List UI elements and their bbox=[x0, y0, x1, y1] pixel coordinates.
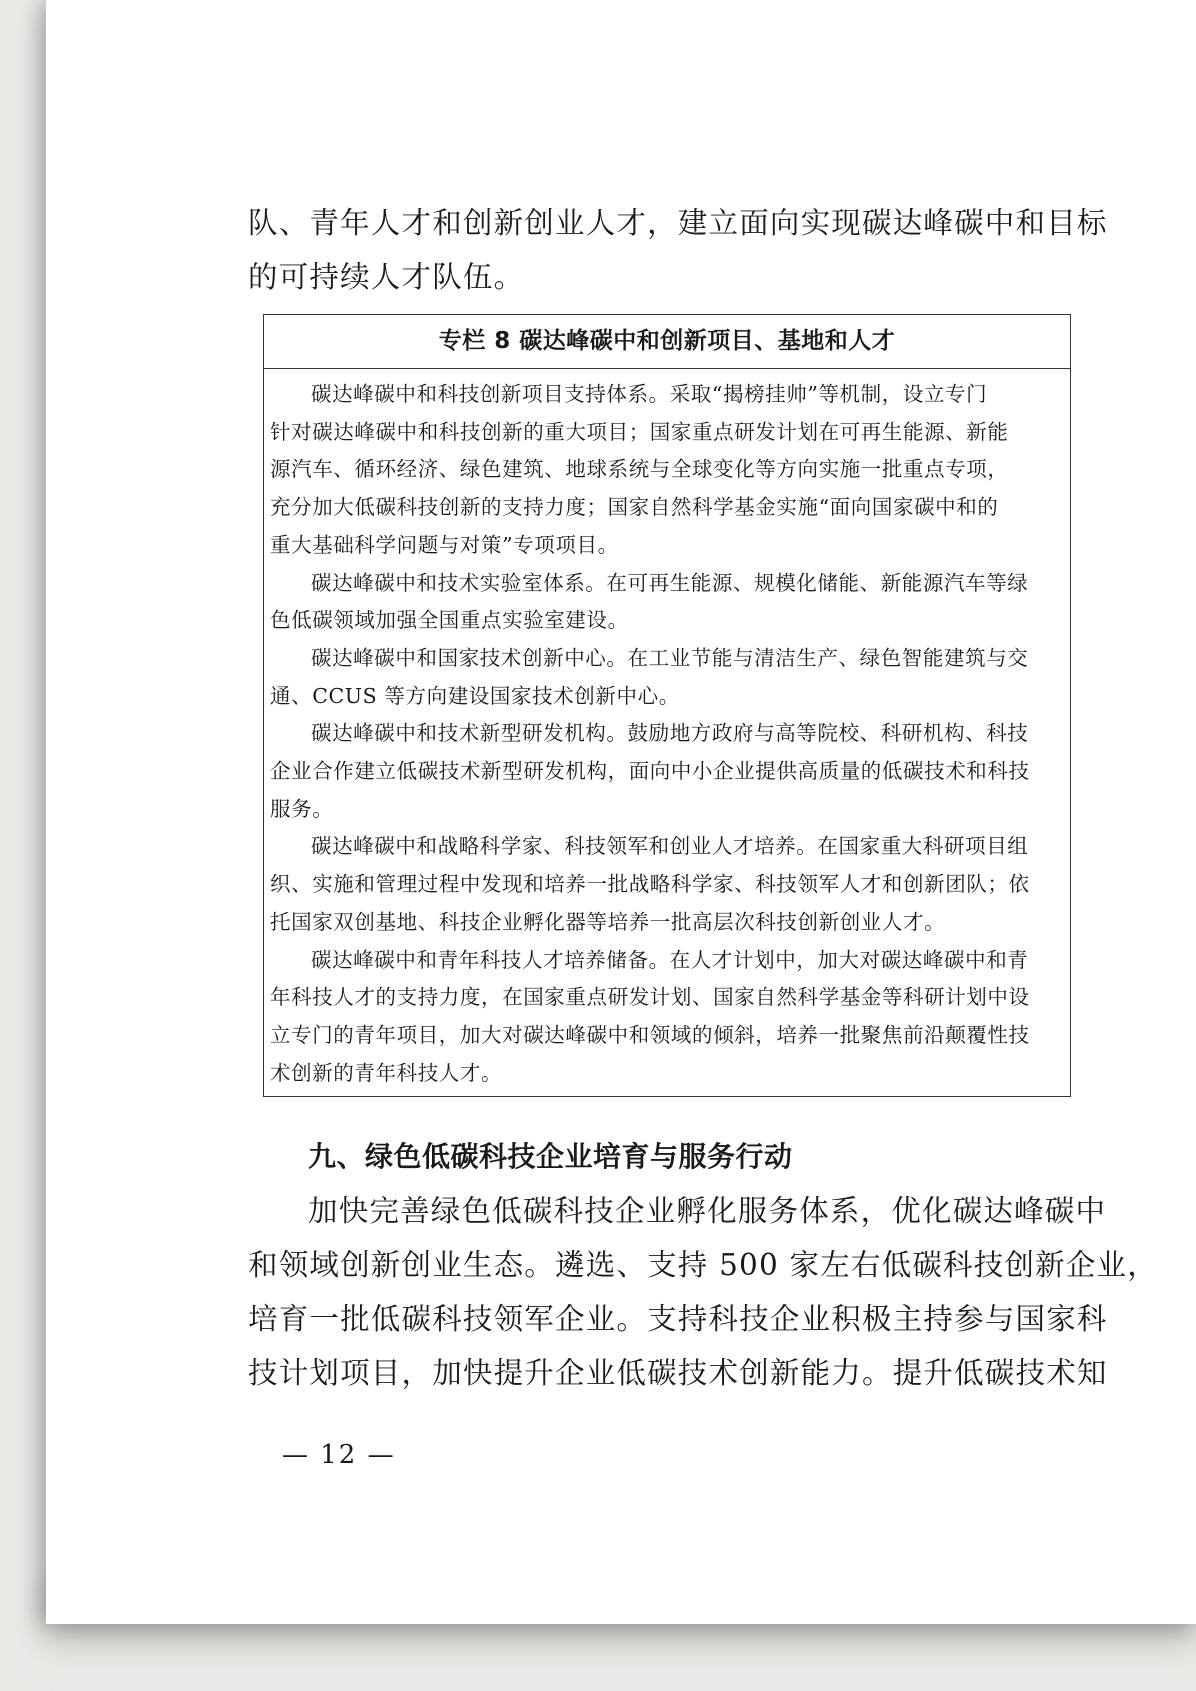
column-box-title: 专栏 8 碳达峰碳中和创新项目、基地和人才 bbox=[264, 315, 1070, 369]
box-line: 织、实施和管理过程中发现和培养一批战略科学家、科技领军人才和创新团队；依 bbox=[270, 872, 1030, 897]
box-line: 托国家双创基地、科技企业孵化器等培养一批高层次科技创新创业人才。 bbox=[270, 909, 946, 934]
column-box bbox=[263, 314, 1071, 1097]
box-line: 术创新的青年科技人才。 bbox=[270, 1060, 503, 1085]
section-line: 和领域创新创业生态。遴选、支持 500 家左右低碳科技创新企业， bbox=[248, 1248, 1158, 1282]
box-line: 针对碳达峰碳中和科技创新的重大项目；国家重点研发计划在可再生能源、新能 bbox=[270, 419, 1009, 444]
document-page bbox=[46, 0, 1196, 1624]
section-line: 技计划项目，加快提升企业低碳技术创新能力。提升低碳技术知 bbox=[248, 1356, 1108, 1390]
column-box-content bbox=[264, 369, 1070, 1092]
box-line: 碳达峰碳中和国家技术创新中心。在工业节能与清洁生产、绿色智能建筑与交 bbox=[311, 645, 1029, 670]
section-line: 加快完善绿色低碳科技企业孵化服务体系，优化碳达峰碳中 bbox=[308, 1194, 1107, 1228]
box-line: 碳达峰碳中和科技创新项目支持体系。采取“揭榜挂帅”等机制，设立专门 bbox=[311, 382, 988, 406]
box-line: 立专门的青年项目，加大对碳达峰碳中和领域的倾斜，培养一批聚焦前沿颠覆性技 bbox=[270, 1022, 1030, 1047]
box-line: 碳达峰碳中和技术新型研发机构。鼓励地方政府与高等院校、科研机构、科技 bbox=[311, 721, 1029, 746]
box-line: 年科技人才的支持力度，在国家重点研发计划、国家自然科学基金等科研计划中设 bbox=[270, 985, 1030, 1010]
box-line: 碳达峰碳中和战略科学家、科技领军和创业人才培养。在国家重大科研项目组 bbox=[311, 834, 1029, 859]
section-heading: 九、绿色低碳科技企业培育与服务行动 bbox=[308, 1140, 793, 1173]
box-line: 通、CCUS 等方向建设国家技术创新中心。 bbox=[270, 683, 680, 708]
intro-paragraph bbox=[248, 196, 1108, 304]
box-line: 企业合作建立低碳技术新型研发机构，面向中小企业提供高质量的低碳技术和科技 bbox=[270, 759, 1030, 784]
section-line: 培育一批低碳科技领军企业。支持科技企业积极主持参与国家科 bbox=[248, 1302, 1108, 1336]
box-line: 碳达峰碳中和技术实验室体系。在可再生能源、规模化储能、新能源汽车等绿 bbox=[311, 570, 1029, 595]
section-paragraph bbox=[248, 1184, 1158, 1400]
intro-line: 的可持续人才队伍。 bbox=[248, 260, 525, 294]
box-line: 碳达峰碳中和青年科技人才培养储备。在人才计划中，加大对碳达峰碳中和青 bbox=[311, 947, 1029, 972]
intro-line: 队、青年人才和创新创业人才，建立面向实现碳达峰碳中和目标 bbox=[248, 206, 1108, 240]
box-line: 源汽车、循环经济、绿色建筑、地球系统与全球变化等方向实施一批重点专项， bbox=[270, 457, 1009, 482]
box-line: 充分加大低碳科技创新的支持力度；国家自然科学基金实施“面向国家碳中和的 bbox=[270, 495, 999, 520]
box-line: 色低碳领域加强全国重点实验室建设。 bbox=[270, 608, 629, 633]
box-line: 重大基础科学问题与对策”专项项目。 bbox=[270, 532, 619, 557]
box-line: 服务。 bbox=[270, 796, 334, 821]
page-number: — 12 — bbox=[282, 1440, 396, 1470]
